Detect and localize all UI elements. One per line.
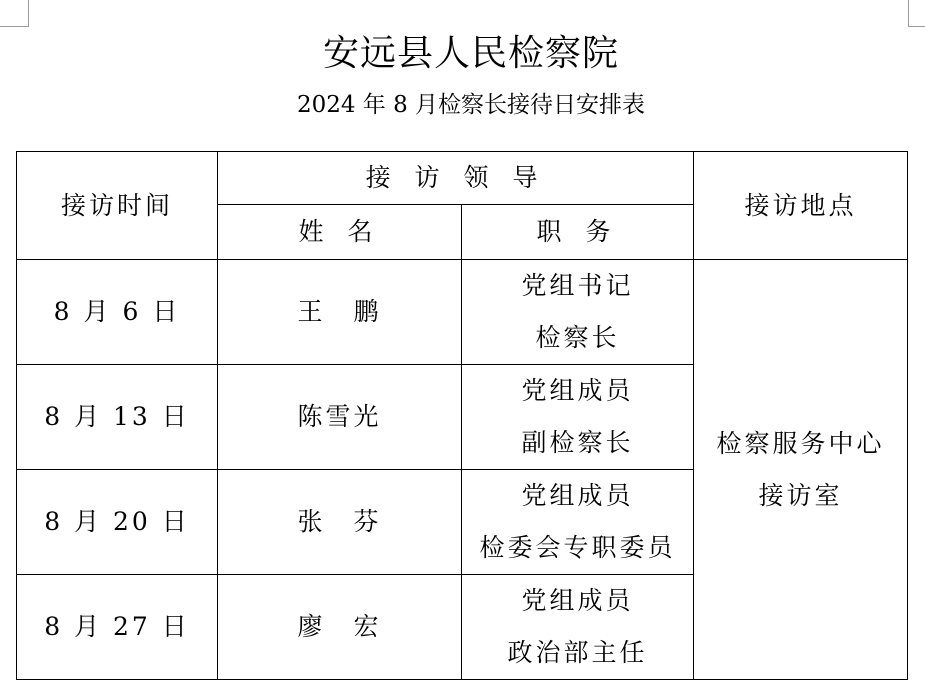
table-row bbox=[17, 260, 908, 365]
page-corner-mark-left bbox=[0, 0, 29, 27]
row-leader-name: 廖 宏 bbox=[218, 575, 462, 680]
page-corner-mark-right bbox=[908, 0, 925, 27]
header-position-text: 职 务 bbox=[536, 217, 619, 246]
position-line: 政治部主任 bbox=[507, 638, 648, 667]
location-line: 接访室 bbox=[758, 480, 843, 510]
row-leader-position bbox=[462, 260, 694, 365]
row-date: 8 月 20 日 bbox=[17, 470, 218, 575]
header-reception-location: 接访地点 bbox=[694, 152, 908, 260]
row-date: 8 月 27 日 bbox=[17, 575, 218, 680]
reception-schedule-table bbox=[16, 151, 908, 680]
position-line: 党组成员 bbox=[521, 481, 634, 510]
position-line: 党组成员 bbox=[521, 376, 634, 405]
document-title: 安远县人民检察院 bbox=[322, 33, 619, 74]
position-line: 党组成员 bbox=[521, 586, 634, 615]
position-line: 副检察长 bbox=[521, 428, 634, 457]
position-line: 党组书记 bbox=[521, 271, 634, 300]
header-position bbox=[462, 205, 694, 260]
row-leader-position bbox=[462, 575, 694, 680]
row-leader-position bbox=[462, 470, 694, 575]
table-header-row bbox=[17, 152, 908, 205]
row-leader-name: 陈雪光 bbox=[218, 365, 462, 470]
header-reception-leader bbox=[218, 152, 694, 205]
row-leader-name: 王 鹏 bbox=[218, 260, 462, 365]
document-subtitle: 2024 年 8 月检察长接待日安排表 bbox=[296, 92, 646, 118]
row-leader-name: 张 芬 bbox=[218, 470, 462, 575]
position-line: 检察长 bbox=[535, 323, 620, 352]
position-line: 检委会专职委员 bbox=[479, 533, 676, 562]
row-leader-position bbox=[462, 365, 694, 470]
header-reception-time: 接访时间 bbox=[17, 152, 218, 260]
reception-location bbox=[694, 260, 908, 680]
location-line: 检察服务中心 bbox=[716, 428, 885, 458]
row-date: 8 月 13 日 bbox=[17, 365, 218, 470]
header-name bbox=[218, 205, 462, 260]
header-name-text: 姓 名 bbox=[298, 217, 381, 246]
header-reception-leader-text: 接 访 领 导 bbox=[365, 163, 546, 192]
row-date: 8 月 6 日 bbox=[17, 260, 218, 365]
